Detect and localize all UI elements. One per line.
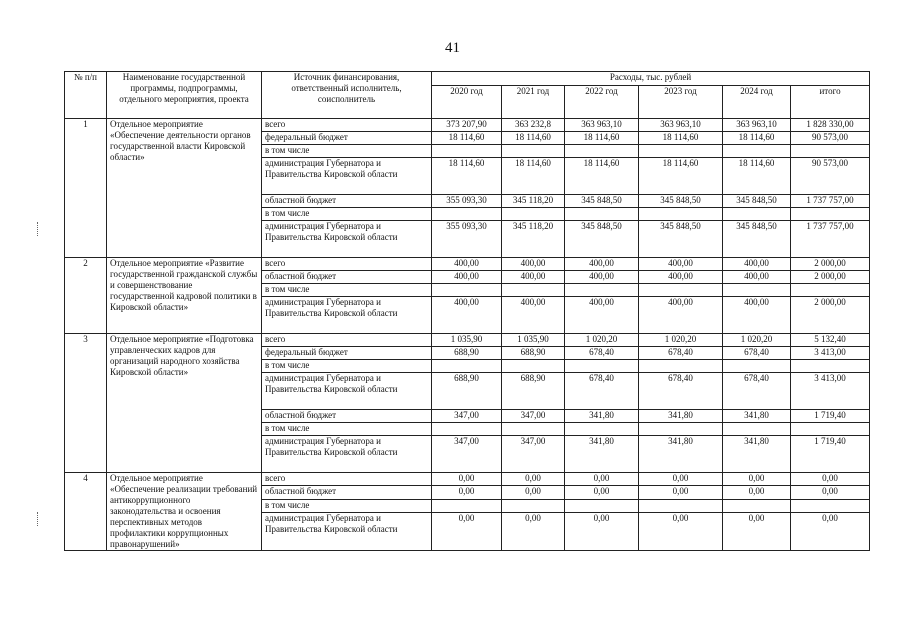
measure-name: Отдельное мероприятие «Развитие государственной гражданской службы и совершенствование государственной кадровой политики в Кировской области»	[107, 258, 262, 334]
amount-cell: 0,00	[723, 473, 791, 486]
total-cell: 2 000,00	[791, 258, 870, 271]
header-year: 2020 год	[432, 86, 502, 119]
amount-cell: 0,00	[432, 512, 502, 550]
header-expenses: Расходы, тыс. рублей	[432, 72, 870, 86]
funding-source: администрация Губернатора и Правительства Кировской области	[262, 158, 432, 195]
amount-cell	[639, 284, 723, 297]
amount-cell: 400,00	[502, 271, 565, 284]
funding-source: областной бюджет	[262, 486, 432, 499]
amount-cell: 688,90	[502, 347, 565, 360]
amount-cell: 363 963,10	[565, 119, 639, 132]
amount-cell: 345 118,20	[502, 195, 565, 208]
amount-cell: 363 232,8	[502, 119, 565, 132]
amount-cell	[502, 423, 565, 436]
funding-source: областной бюджет	[262, 271, 432, 284]
amount-cell: 400,00	[723, 271, 791, 284]
amount-cell: 678,40	[639, 373, 723, 410]
header-year: 2023 год	[639, 86, 723, 119]
funding-source: в том числе	[262, 499, 432, 512]
amount-cell: 678,40	[639, 347, 723, 360]
total-cell: 5 132,40	[791, 334, 870, 347]
amount-cell: 341,80	[565, 436, 639, 473]
total-cell: 90 573,00	[791, 132, 870, 145]
funding-source: всего	[262, 119, 432, 132]
row-number: 1	[65, 119, 107, 258]
header-source: Источник финансирования, ответственный исполнитель, соисполнитель	[262, 72, 432, 119]
amount-cell: 345 848,50	[565, 221, 639, 258]
amount-cell: 18 114,60	[639, 158, 723, 195]
funding-source: в том числе	[262, 284, 432, 297]
total-cell: 90 573,00	[791, 158, 870, 195]
amount-cell	[502, 145, 565, 158]
amount-cell: 0,00	[432, 473, 502, 486]
amount-cell	[502, 208, 565, 221]
amount-cell: 400,00	[432, 297, 502, 334]
amount-cell: 0,00	[639, 512, 723, 550]
amount-cell: 0,00	[565, 473, 639, 486]
amount-cell	[565, 360, 639, 373]
amount-cell: 400,00	[432, 258, 502, 271]
amount-cell: 0,00	[723, 512, 791, 550]
total-cell	[791, 145, 870, 158]
amount-cell: 347,00	[502, 436, 565, 473]
header-year: 2022 год	[565, 86, 639, 119]
amount-cell: 678,40	[565, 347, 639, 360]
page-number: 41	[445, 40, 460, 56]
total-cell	[791, 284, 870, 297]
amount-cell	[565, 145, 639, 158]
funding-source: администрация Губернатора и Правительства Кировской области	[262, 297, 432, 334]
amount-cell: 18 114,60	[723, 132, 791, 145]
amount-cell	[502, 499, 565, 512]
amount-cell: 18 114,60	[502, 132, 565, 145]
amount-cell: 400,00	[502, 258, 565, 271]
amount-cell: 1 020,20	[723, 334, 791, 347]
amount-cell	[565, 423, 639, 436]
total-cell: 1 719,40	[791, 410, 870, 423]
funding-source: администрация Губернатора и Правительства Кировской области	[262, 436, 432, 473]
amount-cell: 355 093,30	[432, 195, 502, 208]
amount-cell: 688,90	[432, 347, 502, 360]
amount-cell	[723, 208, 791, 221]
funding-source: администрация Губернатора и Правительства Кировской области	[262, 221, 432, 258]
amount-cell	[723, 145, 791, 158]
amount-cell: 18 114,60	[432, 132, 502, 145]
amount-cell	[502, 284, 565, 297]
amount-cell	[432, 284, 502, 297]
row-number: 2	[65, 258, 107, 334]
amount-cell	[723, 360, 791, 373]
amount-cell: 400,00	[639, 258, 723, 271]
total-cell: 1 737 757,00	[791, 195, 870, 208]
row-number: 3	[65, 334, 107, 473]
amount-cell: 688,90	[502, 373, 565, 410]
amount-cell: 400,00	[565, 271, 639, 284]
amount-cell	[432, 208, 502, 221]
amount-cell: 345 848,50	[565, 195, 639, 208]
funding-source: администрация Губернатора и Правительства Кировской области	[262, 512, 432, 550]
amount-cell: 345 848,50	[639, 221, 723, 258]
amount-cell: 0,00	[723, 486, 791, 499]
amount-cell: 345 848,50	[723, 195, 791, 208]
total-cell: 1 737 757,00	[791, 221, 870, 258]
funding-source: всего	[262, 334, 432, 347]
amount-cell: 341,80	[565, 410, 639, 423]
amount-cell: 400,00	[565, 297, 639, 334]
amount-cell: 345 848,50	[723, 221, 791, 258]
amount-cell	[639, 360, 723, 373]
measure-name: Отдельное мероприятие «Обеспечение реализации требований антикоррупционного законодательства и освоения перспективных методов профилактики коррупционных правонарушений»	[107, 473, 262, 551]
table-row	[65, 334, 870, 347]
total-cell: 1 828 330,00	[791, 119, 870, 132]
amount-cell: 345 118,20	[502, 221, 565, 258]
amount-cell	[639, 499, 723, 512]
amount-cell: 363 963,10	[639, 119, 723, 132]
amount-cell: 400,00	[723, 258, 791, 271]
amount-cell: 18 114,60	[432, 158, 502, 195]
funding-source: в том числе	[262, 423, 432, 436]
amount-cell: 355 093,30	[432, 221, 502, 258]
funding-source: областной бюджет	[262, 195, 432, 208]
total-cell	[791, 208, 870, 221]
amount-cell: 373 207,90	[432, 119, 502, 132]
amount-cell: 678,40	[723, 347, 791, 360]
table-row	[65, 258, 870, 271]
total-cell: 0,00	[791, 473, 870, 486]
total-cell: 1 719,40	[791, 436, 870, 473]
amount-cell: 0,00	[502, 512, 565, 550]
margin-mark	[37, 512, 39, 526]
budget-body	[65, 119, 870, 551]
total-cell: 2 000,00	[791, 297, 870, 334]
amount-cell	[565, 208, 639, 221]
amount-cell: 400,00	[502, 297, 565, 334]
amount-cell: 0,00	[502, 486, 565, 499]
amount-cell: 18 114,60	[502, 158, 565, 195]
amount-cell	[432, 499, 502, 512]
funding-source: в том числе	[262, 145, 432, 158]
total-cell: 2 000,00	[791, 271, 870, 284]
amount-cell: 18 114,60	[565, 158, 639, 195]
funding-source: в том числе	[262, 208, 432, 221]
measure-name: Отдельное мероприятие «Подготовка управленческих кадров для организаций народного хозяйства Кировской области»	[107, 334, 262, 473]
amount-cell: 400,00	[723, 297, 791, 334]
amount-cell	[723, 499, 791, 512]
amount-cell: 341,80	[723, 436, 791, 473]
header-total: итого	[791, 86, 870, 119]
amount-cell: 347,00	[432, 410, 502, 423]
funding-source: в том числе	[262, 360, 432, 373]
amount-cell: 678,40	[723, 373, 791, 410]
amount-cell: 0,00	[565, 512, 639, 550]
amount-cell: 341,80	[723, 410, 791, 423]
amount-cell: 341,80	[639, 410, 723, 423]
total-cell	[791, 360, 870, 373]
amount-cell: 688,90	[432, 373, 502, 410]
table-row	[65, 473, 870, 486]
total-cell	[791, 423, 870, 436]
amount-cell: 0,00	[502, 473, 565, 486]
funding-source: всего	[262, 473, 432, 486]
header-num: № п/п	[65, 72, 107, 119]
total-cell: 3 413,00	[791, 373, 870, 410]
amount-cell: 0,00	[639, 486, 723, 499]
amount-cell: 18 114,60	[565, 132, 639, 145]
header-year: 2021 год	[502, 86, 565, 119]
amount-cell: 1 035,90	[432, 334, 502, 347]
total-cell	[791, 499, 870, 512]
amount-cell: 1 020,20	[565, 334, 639, 347]
amount-cell	[432, 145, 502, 158]
amount-cell: 363 963,10	[723, 119, 791, 132]
amount-cell	[432, 423, 502, 436]
amount-cell	[639, 145, 723, 158]
amount-cell: 347,00	[502, 410, 565, 423]
total-cell: 3 413,00	[791, 347, 870, 360]
amount-cell: 1 035,90	[502, 334, 565, 347]
header-year: 2024 год	[723, 86, 791, 119]
amount-cell	[723, 423, 791, 436]
header-name: Наименование государственной программы, подпрограммы, отдельного мероприятия, проекта	[107, 72, 262, 119]
amount-cell: 347,00	[432, 436, 502, 473]
funding-source: администрация Губернатора и Правительства Кировской области	[262, 373, 432, 410]
total-cell: 0,00	[791, 486, 870, 499]
funding-source: областной бюджет	[262, 410, 432, 423]
amount-cell	[565, 284, 639, 297]
amount-cell	[565, 499, 639, 512]
amount-cell	[639, 208, 723, 221]
amount-cell: 18 114,60	[639, 132, 723, 145]
funding-source: федеральный бюджет	[262, 347, 432, 360]
row-number: 4	[65, 473, 107, 551]
amount-cell: 0,00	[432, 486, 502, 499]
amount-cell: 400,00	[565, 258, 639, 271]
amount-cell: 18 114,60	[723, 158, 791, 195]
amount-cell: 0,00	[639, 473, 723, 486]
budget-table	[64, 71, 870, 551]
amount-cell: 678,40	[565, 373, 639, 410]
funding-source: федеральный бюджет	[262, 132, 432, 145]
margin-mark	[37, 222, 39, 236]
amount-cell	[639, 423, 723, 436]
table-row	[65, 119, 870, 132]
measure-name: Отдельное мероприятие «Обеспечение деятельности органов государственной власти Кировской области»	[107, 119, 262, 258]
amount-cell: 400,00	[639, 297, 723, 334]
amount-cell: 345 848,50	[639, 195, 723, 208]
amount-cell	[502, 360, 565, 373]
amount-cell: 1 020,20	[639, 334, 723, 347]
amount-cell	[432, 360, 502, 373]
total-cell: 0,00	[791, 512, 870, 550]
amount-cell: 400,00	[639, 271, 723, 284]
amount-cell: 341,80	[639, 436, 723, 473]
funding-source: всего	[262, 258, 432, 271]
amount-cell: 400,00	[432, 271, 502, 284]
amount-cell: 0,00	[565, 486, 639, 499]
amount-cell	[723, 284, 791, 297]
